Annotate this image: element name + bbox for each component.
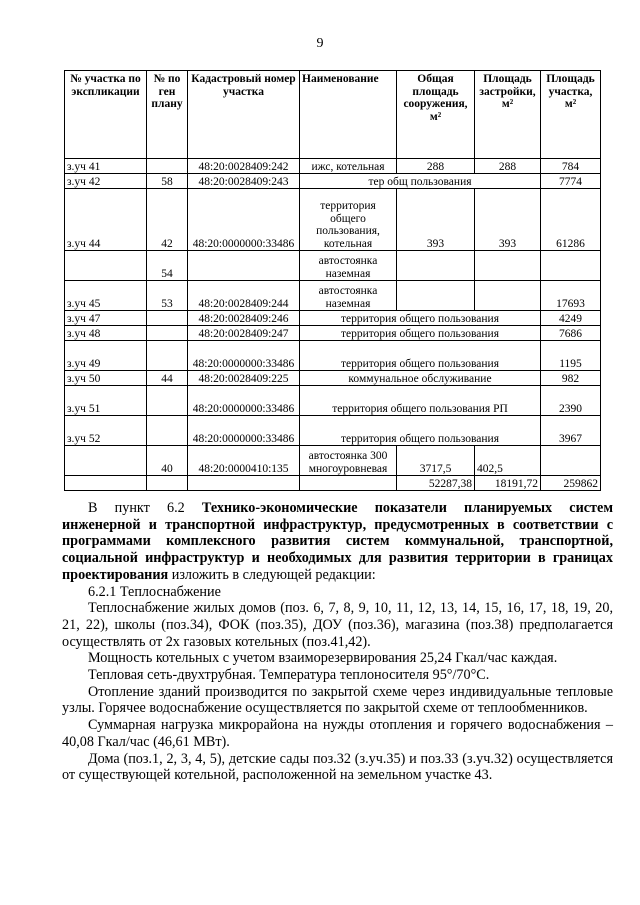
table-row: 40 48:20:0000410:135 автостоянка 300 многоуровневая 3717,5 402,5 [65, 446, 601, 476]
table-header-row [65, 71, 601, 159]
total-structure-area: 52287,38 [397, 476, 475, 491]
section-title: Технико-экономические показатели планируемых систем инженерной и транспортной инфраструктур, предусмотренных в соответствии с программами комплексного развития систем коммунальной, транспортной, социальной инфраструктур и необходимых для развития территории в границах проектирования [62, 500, 613, 583]
header-plot-number: № участка по экспликации [65, 71, 147, 159]
paragraph: Теплоснабжение жилых домов (поз. 6, 7, 8, 9, 10, 11, 12, 13, 14, 15, 16, 17, 18, 19, 20, 21, 22), школы (поз.34), ФОК (поз.35), ДОУ (поз.36), магазина (поз.38) предполагается осуществлять от 2х газовых котельных (поз.41,42). [62, 600, 613, 650]
paragraph: Мощность котельных с учетом взаиморезервирования 25,24 Гкал/час каждая. [88, 650, 558, 667]
table-row: з.уч 44 42 48:20:0000000:33486 территория общего пользования, котельная 393 393 61286 [65, 189, 601, 251]
table-row: з.уч 50 44 48:20:0028409:225 коммунальное обслуживание 982 [65, 371, 601, 386]
table-row: з.уч 42 58 48:20:0028409:243 тер общ пользования 7774 [65, 174, 601, 189]
land-plots-table [64, 70, 601, 491]
header-plot-area: Площадь участка, м² [541, 71, 601, 159]
table-row: з.уч 52 48:20:0000000:33486 территория общего пользования 3967 [65, 416, 601, 446]
header-name: Наименование [300, 71, 397, 159]
table-row: з.уч 47 48:20:0028409:246 территория общего пользования 4249 [65, 311, 601, 326]
table-row: з.уч 49 48:20:0000000:33486 территория общего пользования 1195 [65, 341, 601, 371]
header-building-area: Площадь застройки, м² [475, 71, 541, 159]
paragraph: Суммарная нагрузка микрорайона на нужды отопления и горячего водоснабжения – 40,08 Гкал/час (46,61 МВт). [62, 717, 613, 750]
header-genplan-number: № по ген плану [147, 71, 188, 159]
table-row: з.уч 45 53 48:20:0028409:244 автостоянка наземная 17693 [65, 281, 601, 311]
header-cadastral-number: Кадастровый номер участка [188, 71, 300, 159]
page-number: 9 [316, 36, 324, 51]
total-plot-area: 259862 [541, 476, 601, 491]
subsection-heading: 6.2.1 Теплоснабжение [88, 583, 221, 600]
header-total-area: Общая площадь сооружения, м² [397, 71, 475, 159]
table-row: 54 автостоянка наземная [65, 251, 601, 281]
table-row: з.уч 51 48:20:0000000:33486 территория общего пользования РП 2390 [65, 386, 601, 416]
table-totals-row [65, 476, 601, 491]
paragraph-amendment: В пункт 6.2 Технико-экономические показатели планируемых систем инженерной и транспортной инфраструктур, предусмотренных в соответствии с программами комплексного развития систем коммунальной, транспортной, социальной инфраструктур и необходимых для развития территории в границах проектирования изложить в следующей редакции: [62, 500, 613, 583]
table-row: з.уч 48 48:20:0028409:247 территория общего пользования 7686 [65, 326, 601, 341]
paragraph: Отопление зданий производится по закрытой схеме через индивидуальные тепловые узлы. Горячее водоснабжение осуществляется по закрытой схеме от теплообменников. [62, 683, 613, 717]
body-text [62, 500, 613, 784]
paragraph: Дома (поз.1, 2, 3, 4, 5), детские сады поз.32 (з.уч.35) и поз.33 (з.уч.32) осуществляется от существующей котельной, расположенной на земельном участке 43. [62, 750, 613, 784]
paragraph: Тепловая сеть-двухтрубная. Температура теплоносителя 95°/70°С. [88, 667, 490, 684]
total-building-area: 18191,72 [475, 476, 541, 491]
table-row: з.уч 41 48:20:0028409:242 ижс, котельная 288 288 784 [65, 159, 601, 174]
